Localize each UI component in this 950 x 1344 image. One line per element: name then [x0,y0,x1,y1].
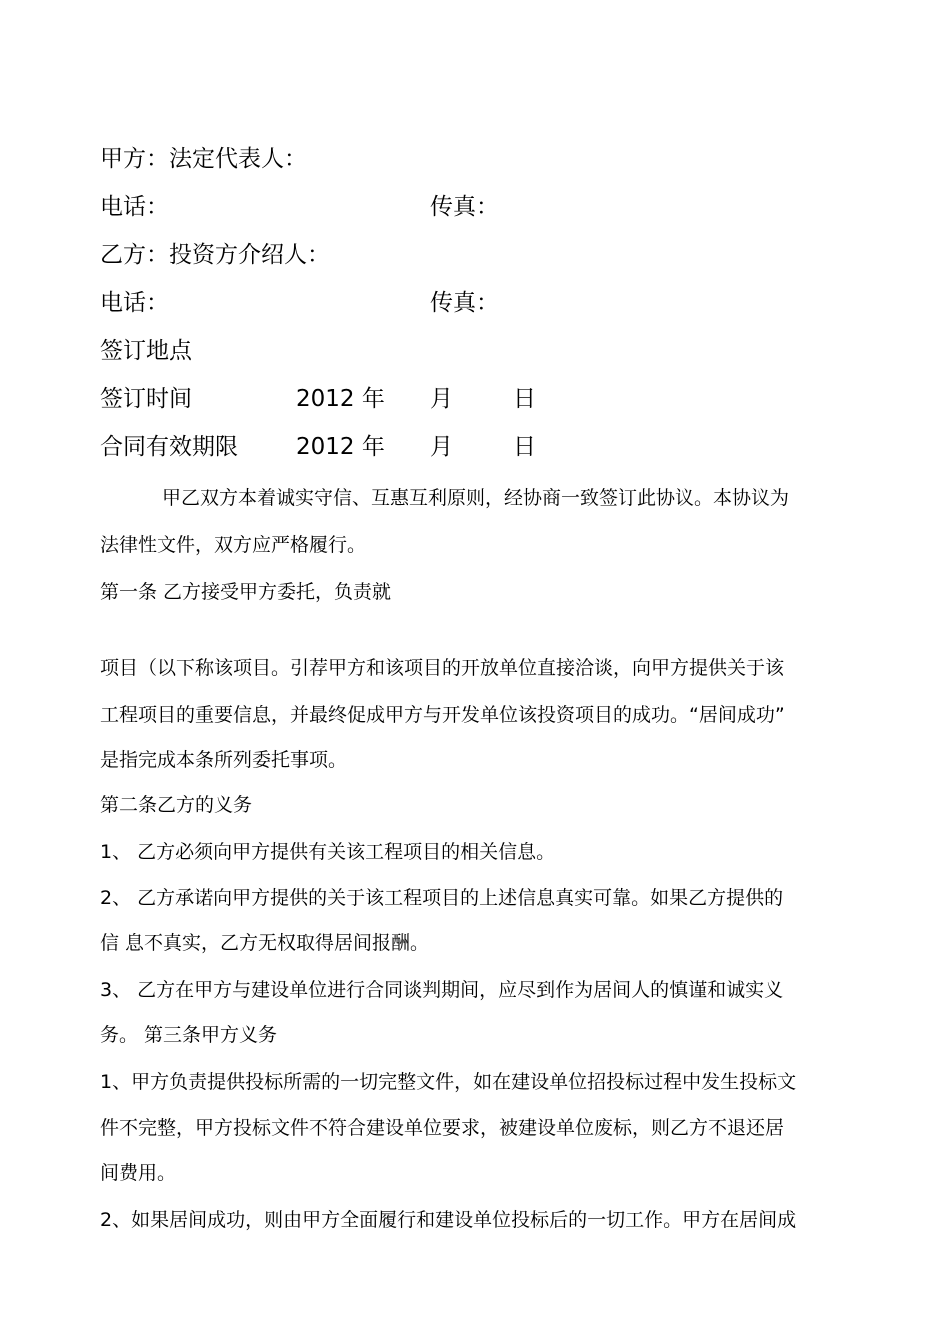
article-3-item: 间费用。 [100,1162,177,1184]
signing-time-label: 签订时间 [100,386,192,412]
article-1-line: 是指完成本条所列委托事项。 [100,749,348,771]
validity-day: 日 [513,434,536,460]
article-1-heading: 第一条 乙方接受甲方委托，负责就 [100,581,392,603]
signing-time-day: 日 [513,386,536,412]
article-2-item: 2、 乙方承诺向甲方提供的关于该工程项目的上述信息真实可靠。如果乙方提供的 [100,887,784,909]
party-a-line: 甲方：法定代表人： [100,146,307,172]
phone-label: 电话： [100,194,169,220]
article-3-item: 2、如果居间成功，则由甲方全面履行和建设单位投标后的一切工作。甲方在居间成 [100,1209,797,1231]
article-1-line: 项目（以下称该项目。引荐甲方和该项目的开放单位直接洽谈，向甲方提供关于该 [100,657,785,679]
fax-label: 传真： [430,290,499,316]
validity-month: 月 [430,434,453,460]
article-2-item: 1、 乙方必须向甲方提供有关该工程项目的相关信息。 [100,841,556,863]
fax-label: 传真： [430,194,499,220]
intro-paragraph-line: 法律性文件，双方应严格履行。 [100,534,367,556]
signing-time-year: 2012 年 [296,386,385,412]
validity-label: 合同有效期限 [100,434,238,460]
article-3-item: 件不完整，甲方投标文件不符合建设单位要求，被建设单位废标，则乙方不退还居 [100,1117,785,1139]
article-2-heading: 第二条乙方的义务 [100,794,253,816]
validity-year: 2012 年 [296,434,385,460]
article-2-item: 信 息不真实，乙方无权取得居间报酬。 [100,932,430,954]
article-3-item: 1、甲方负责提供投标所需的一切完整文件，如在建设单位招投标过程中发生投标文 [100,1071,797,1093]
article-2-item: 务。 第三条甲方义务 [100,1024,278,1046]
article-2-item: 3、 乙方在甲方与建设单位进行合同谈判期间，应尽到作为居间人的慎谨和诚实义 [100,979,784,1001]
phone-label: 电话： [100,290,169,316]
signing-time-month: 月 [430,386,453,412]
party-b-line: 乙方：投资方介绍人： [100,242,330,268]
signing-place-label: 签订地点 [100,338,192,364]
intro-paragraph-line: 甲乙双方本着诚实守信、互惠互利原则，经协商一致签订此协议。本协议为 [162,487,790,509]
article-1-line: 工程项目的重要信息，并最终促成甲方与开发单位该投资项目的成功。“居间成功” [100,704,785,726]
